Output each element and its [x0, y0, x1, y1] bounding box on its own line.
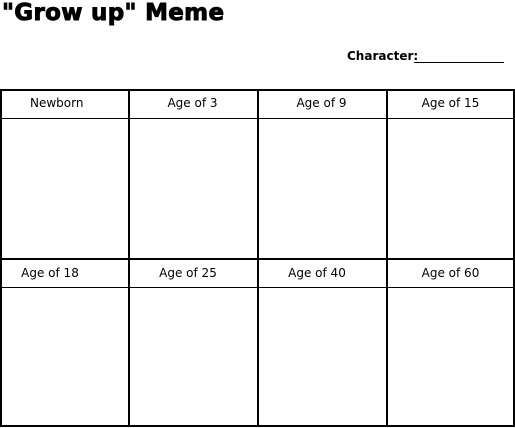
panel-label: Age of 15	[421, 96, 480, 110]
panel-label: Age of 3	[167, 96, 218, 110]
panel-label: Age of 40	[288, 266, 346, 280]
panel-label: Age of 9	[296, 96, 347, 110]
character-blank-line[interactable]	[414, 62, 504, 63]
panel-label: Age of 25	[159, 266, 217, 280]
panel-age-9[interactable]	[257, 89, 386, 258]
panel-row	[0, 89, 515, 258]
panel-grid	[0, 89, 515, 427]
panel-age-60[interactable]	[386, 259, 515, 428]
panel-row	[0, 259, 515, 428]
panel-age-15[interactable]	[386, 89, 515, 258]
character-label: Character:	[347, 49, 419, 63]
panel-label: Newborn	[30, 96, 84, 110]
panel-label: Age of 18	[21, 266, 79, 280]
panel-age-18[interactable]	[0, 259, 100, 428]
panel-age-3[interactable]	[128, 89, 257, 258]
panel-newborn[interactable]	[0, 89, 128, 258]
panel-age-40[interactable]	[257, 259, 377, 428]
page-title: "Grow up" Meme	[2, 0, 225, 26]
panel-age-25[interactable]	[128, 259, 248, 428]
panel-label: Age of 60	[421, 266, 480, 280]
